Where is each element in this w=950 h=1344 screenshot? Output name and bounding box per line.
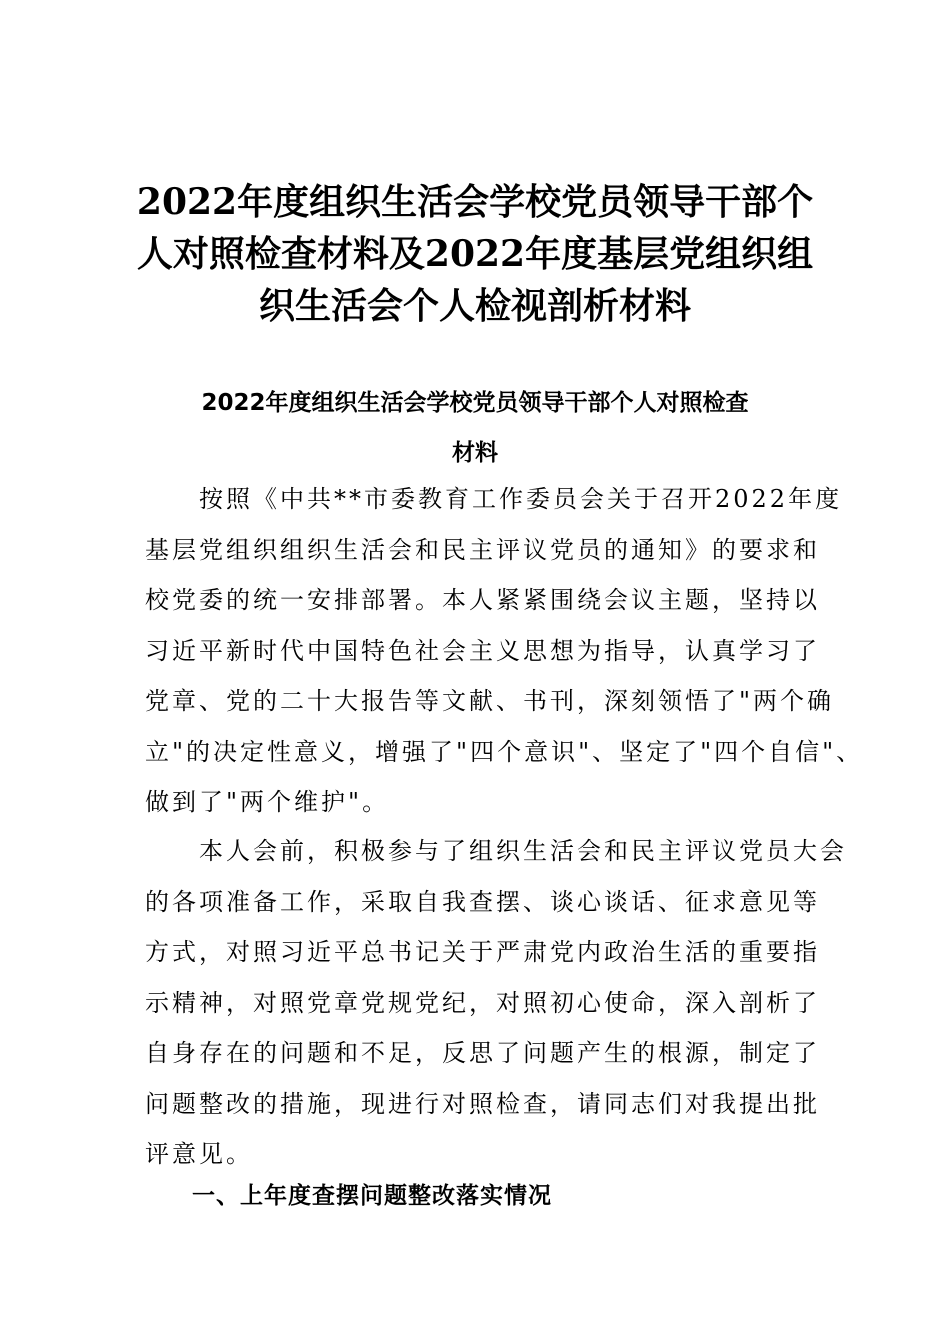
paragraph-line: 问题整改的措施，现进行对照检查，请同志们对我提出批	[145, 1089, 820, 1118]
paragraph-line: 校党委的统一安排部署。本人紧紧围绕会议主题，坚持以	[145, 586, 820, 614]
document-title-line: 织生活会个人检视剖析材料	[258, 285, 691, 327]
section-subtitle	[150, 378, 800, 478]
paragraph-line: 按照《中共**市委教育工作委员会关于召开2022年度	[145, 485, 843, 513]
document-title	[110, 176, 840, 332]
paragraph-line: 基层党组织组织生活会和民主评议党员的通知》的要求和	[145, 535, 820, 564]
paragraph-line: 的各项准备工作，采取自我查摆、谈心谈话、征求意见等	[145, 887, 820, 916]
paragraph-line: 评意见。	[145, 1140, 253, 1168]
paragraph-line: 方式，对照习近平总书记关于严肃党内政治生活的重要指	[145, 938, 820, 966]
paragraph-line: 自身存在的问题和不足，反思了问题产生的根源，制定了	[145, 1039, 820, 1067]
body-paragraph-2	[145, 826, 845, 1180]
paragraph-line: 立"的决定性意义，增强了"四个意识"、坚定了"四个自信"、	[145, 737, 864, 766]
document-title-line: 人对照检查材料及2022年度基层党组织组	[136, 233, 814, 275]
subtitle-line: 材料	[452, 440, 498, 466]
paragraph-line: 本人会前，积极参与了组织生活会和民主评议党员大会	[145, 837, 847, 865]
paragraph-line: 做到了"两个维护"。	[145, 788, 390, 816]
paragraph-line: 党章、党的二十大报告等文献、书刊，深刻领悟了"两个确	[145, 687, 835, 715]
paragraph-line: 示精神，对照党章党规党纪，对照初心使命，深入剖析了	[145, 988, 820, 1017]
body-paragraph-1	[145, 474, 864, 828]
section-heading: 一、上年度查摆问题整改落实情况	[192, 1183, 552, 1209]
subtitle-line: 2022年度组织生活会学校党员领导干部个人对照检查	[201, 390, 749, 416]
document-title-line: 2022年度组织生活会学校党员领导干部个	[136, 181, 814, 223]
paragraph-line: 习近平新时代中国特色社会主义思想为指导，认真学习了	[145, 636, 820, 665]
